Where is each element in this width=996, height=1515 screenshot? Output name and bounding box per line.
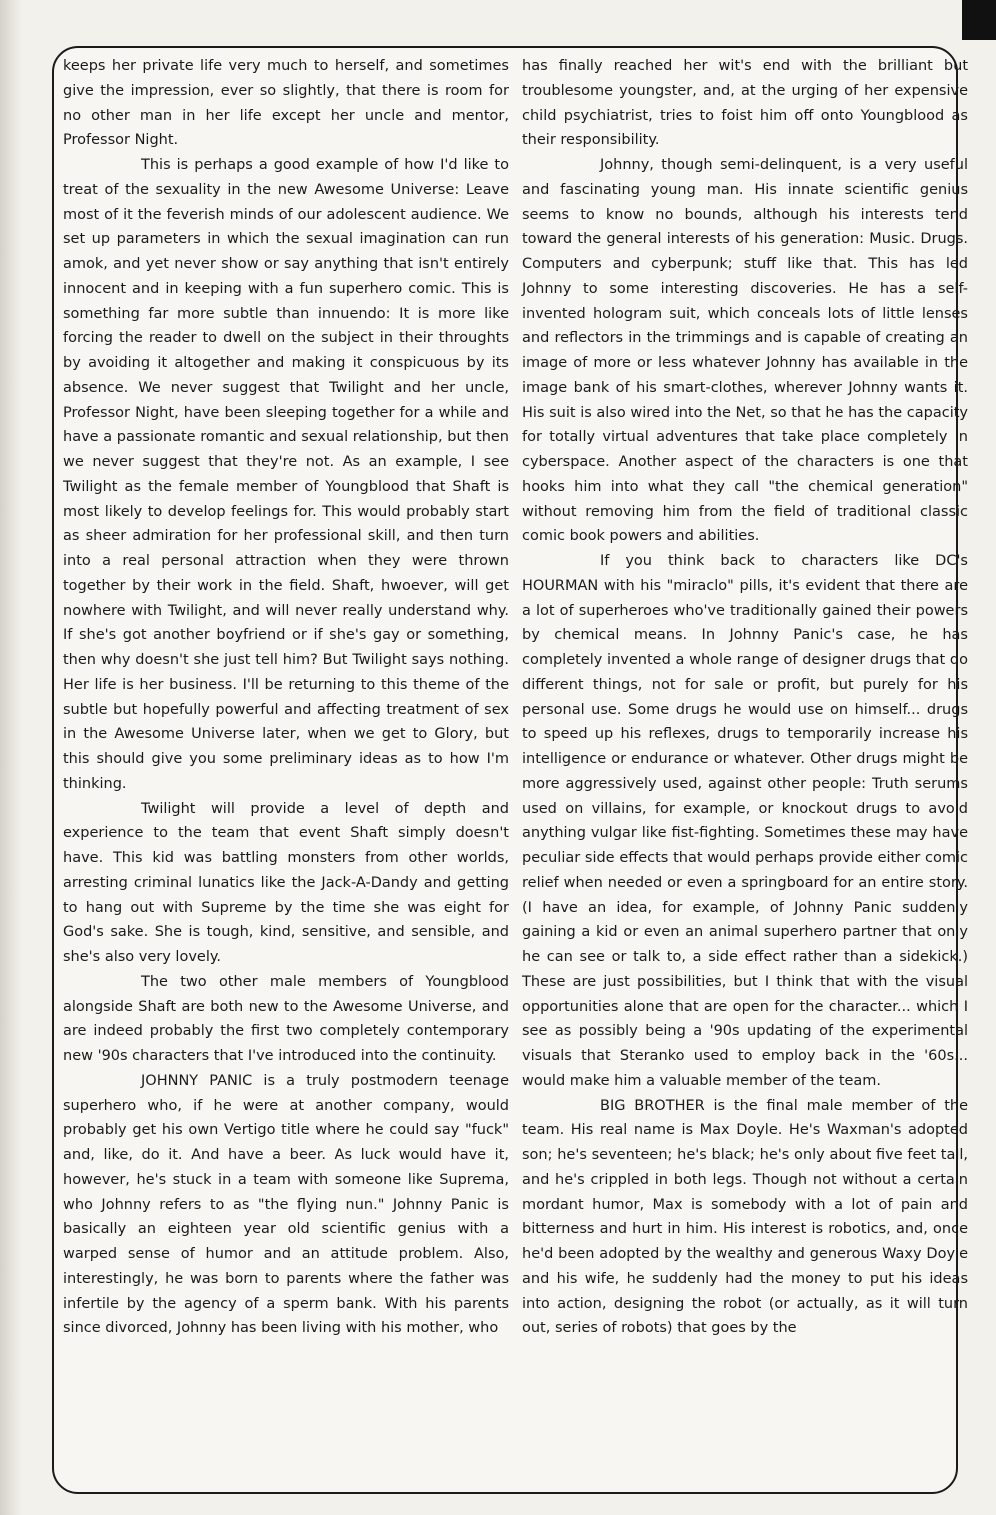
paragraph: Johnny, though semi-delinquent, is a very useful and fascinating young man. His innate scientific genius seems to know no bounds, although his interests tend toward the general interests of his generation: Music. Drugs. Computers and cyberpunk; stuff like that. This has led Johnny to some interesting discoveries. He has a self-invented hologram suit, which conceals lots of little lenses and reflectors in the trimmings and is capable of creating an image of more or less whatever Johnny has available in the image bank of his smart-clothes, wherever Johnny wants it. His suit is also wired into the Net, so that he has the capacity for totally virtual adventures that take place completely in cyberspace. Another aspect of the characters is one that hooks him into what they call "the chemical generation" without removing him from the field of traditional classic comic book powers and abilities. [522,157,968,545]
paragraph: has finally reached her wit's end with the brilliant but troublesome youngster, and, at the urging of her expensive child psychiatrist, tries to foist him off onto Youngblood as their responsibility. [522,58,968,149]
paragraph: The two other male members of Youngblood alongside Shaft are both new to the Awesome Universe, and are indeed probably the first two completely contemporary new '90s characters that I've introduced into the continuity. [63,973,509,1064]
paragraph: JOHNNY PANIC is a truly postmodern teenage superhero who, if he were at another company, would probably get his own Vertigo title where he could say "fuck" and, like, do it. And have a beer. As luck would have it, however, he's stuck in a team with someone like Suprema, who Johnny refers to as "the flying nun." Johnny Panic is basically an eighteen year old scientific genius with a warped sense of humor and an attitude problem. Also, interestingly, he was born to parents where the father was infertile by the agency of a sperm bank. With his parents since divorced, Johnny has been living with his mother, who [63,1072,509,1337]
right-column [522,54,968,1341]
scan-corner [962,0,996,40]
paragraph: BIG BROTHER is the final male member of the team. His real name is Max Doyle. He's Waxman's adopted son; he's seventeen; he's black; he's only about five feet tall, and he's crippled in both legs. Though not without a certain mordant humor, Max is somebody with a lot of pain and bitterness and hurt in him. His interest is robotics, and, once he'd been adopted by the wealthy and generous Waxy Doyle and his wife, he suddenly had the money to put his ideas into action, designing the robot (or actually, as it will turn out, series of robots) that goes by the [522,1097,968,1337]
paragraph: This is perhaps a good example of how I'd like to treat of the sexuality in the new Awesome Universe: Leave most of it the feverish minds of our adolescent audience. We set up parameters in which the sexual imagination can run amok, and yet never show or say anything that isn't entirely innocent and in keeping with a fun superhero comic. This is something far more subtle than innuendo: It is more like forcing the reader to dwell on the subject in their throughts by avoiding it altogether and making it conspicuous by its absence. We never suggest that Twilight and her uncle, Professor Night, have been sleeping together for a while and have a passionate romantic and sexual relationship, but then we never suggest that they're not. As an example, I see Twilight as the female member of Youngblood that Shaft is most likely to develop feelings for. This would probably start as sheer admiration for her professional skill, and then turn into a real personal attraction when they were thrown together by their work in the field. Shaft, hwoever, will get nowhere with Twilight, and will never really understand why. If she's got another boyfriend or if she's gay or something, then why doesn't she just tell him? But Twilight says nothing. Her life is her business. I'll be returning to this theme of the subtle but hopefully powerful and affecting treatment of sex in the Awesome Universe later, when we get to Glory, but this should give you some preliminary ideas as to how I'm thinking. [63,157,509,792]
paragraph: If you think back to characters like DC's HOURMAN with his "miraclo" pills, it's evident that there are a lot of superheroes who've traditionally gained their powers by chemical means. In Johnny Panic's case, he has completely invented a whole range of designer drugs that do different things, not for sale or profit, but purely for his personal use. Some drugs he would use on himself... drugs to speed up his reflexes, drugs to temporarily increase his intelligence or endurance or whatever. Other drugs might be more aggressively used, against other people: Truth serums used on villains, for example, or knockout drugs to avoid anything vulgar like fist-fighting. Sometimes these may have peculiar side effects that would perhaps provide either comic relief when needed or even a springboard for an entire story. (I have an idea, for example, of Johnny Panic suddenly gaining a kid or even an animal superhero partner that only he can see or talk to, a side effect rather than a sidekick.) These are just possibilities, but I think that with the visual opportunities alone that are open for the character... which I see as possibly being a '90s updating of the experimental visuals that Steranko used to employ back in the '60s... would make him a valuable member of the team. [522,553,968,1089]
scan-edge-shadow [0,0,22,1515]
paragraph: Twilight will provide a level of depth and experience to the team that event Shaft simply doesn't have. This kid was battling monsters from other worlds, arresting criminal lunatics like the Jack-A-Dandy and getting to hang out with Supreme by the time she was eight for God's sake. She is tough, kind, sensitive, and sensible, and she's also very lovely. [63,800,509,965]
paragraph: keeps her private life very much to herself, and sometimes give the impression, ever so slightly, that there is room for no other man in her life except her uncle and mentor, Professor Night. [63,58,509,149]
text-frame [52,46,968,1494]
left-column [63,54,509,1341]
